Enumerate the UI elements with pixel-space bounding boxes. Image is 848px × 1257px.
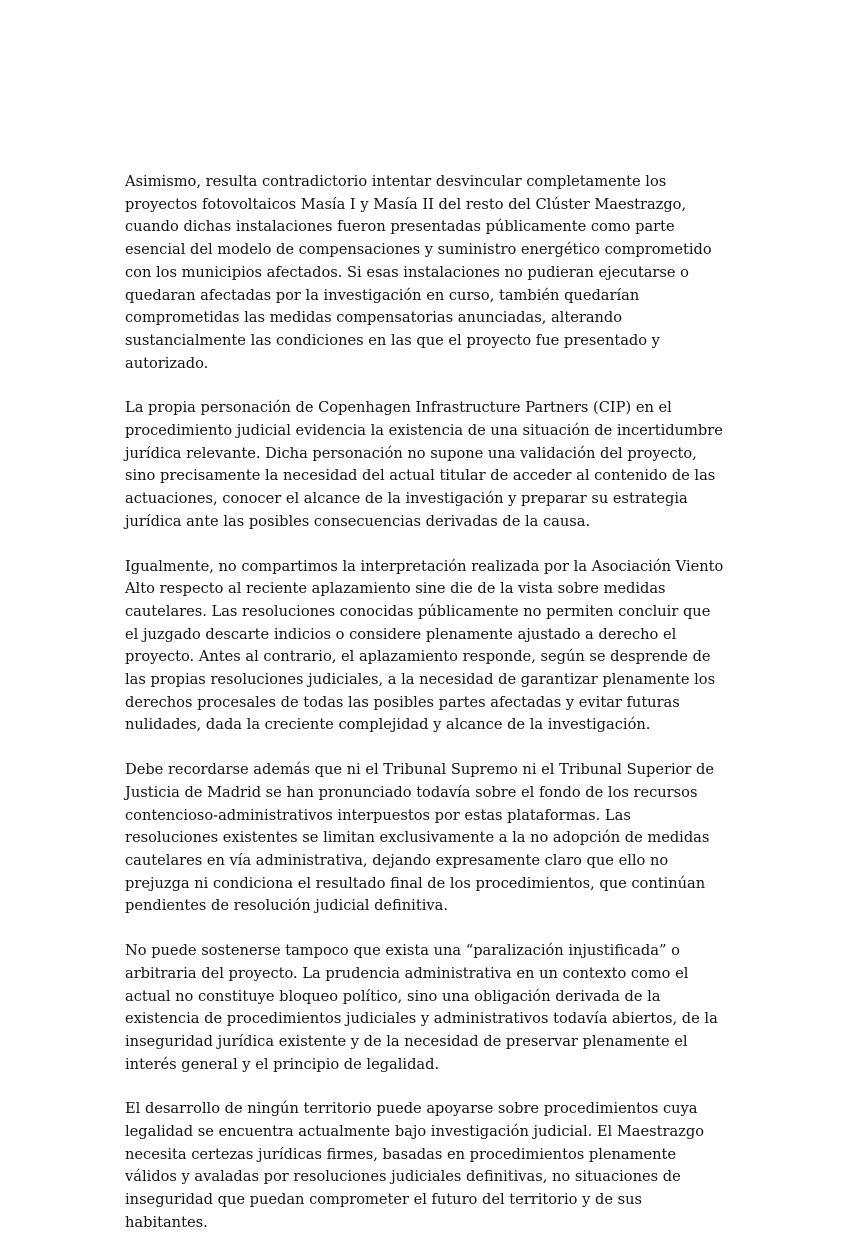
paragraph-6: El desarrollo de ningún territorio puede apoyarse sobre procedimientos cuya legalidad se encuentra actualmente bajo investigación judicial. El Maestrazgo necesita certezas jurídicas firmes, basadas en procedimientos plenamente válidos y avaladas por resoluciones judiciales definitivas, no situaciones de inseguridad que puedan comprometer el futuro del territorio y de sus habitantes.: [125, 1100, 704, 1231]
paragraph-1: Asimismo, resulta contradictorio intentar desvincular completamente los proyectos fotovoltaicos Masía I y Masía II del resto del Clúster Maestrazgo, cuando dichas instalaciones fueron presentadas públicamente como parte esencial del modelo de compensaciones y suministro energético comprometido con los municipios afectados. Si esas instalaciones no pudieran ejecutarse o quedaran afectadas por la investigación en curso, también quedarían comprometidas las medidas compensatorias anunciadas, alterando sustancialmente las condiciones en las que el proyecto fue presentado y autorizado.: [125, 173, 712, 372]
paragraph-3: Igualmente, no compartimos la interpretación realizada por la Asociación Viento Alto respecto al reciente aplazamiento sine die de la vista sobre medidas cautelares. Las resoluciones conocidas públicamente no permiten concluir que el juzgado descarte indicios o considere plenamente ajustado a derecho el proyecto. Antes al contrario, el aplazamiento responde, según se desprende de las propias resoluciones judiciales, a la necesidad de garantizar plenamente los derechos procesales de todas las posibles partes afectadas y evitar futuras nulidades, dada la creciente complejidad y alcance de la investigación.: [125, 557, 724, 734]
paragraph-2: La propia personación de Copenhagen Infrastructure Partners (CIP) en el procedimiento judicial evidencia la existencia de una situación de incertidumbre jurídica relevante. Dicha personación no supone una validación del proyecto, sino precisamente la necesidad del actual titular de acceder al contenido de las actuaciones, conocer el alcance de la investigación y preparar su estrategia jurídica ante las posibles consecuencias derivadas de la causa.: [125, 399, 723, 530]
paragraph-4: Debe recordarse además que ni el Tribunal Supremo ni el Tribunal Superior de Justicia de Madrid se han pronunciado todavía sobre el fondo de los recursos contencioso-administrativos interpuestos por estas plataformas. Las resoluciones existentes se limitan exclusivamente a la no adopción de medidas cautelares en vía administrativa, dejando expresamente claro que ello no prejuzga ni condiciona el resultado final de los procedimientos, que continúan pendientes de resolución judicial definitiva.: [125, 761, 715, 915]
document-body: [125, 171, 725, 1257]
paragraph-5: No puede sostenerse tampoco que exista una “paralización injustificada” o arbitraria del proyecto. La prudencia administrativa en un contexto como el actual no constituye bloqueo político, sino una obligación derivada de la existencia de procedimientos judiciales y administrativos todavía abiertos, de la inseguridad jurídica existente y de la necesidad de preservar plenamente el interés general y el principio de legalidad.: [125, 942, 718, 1073]
